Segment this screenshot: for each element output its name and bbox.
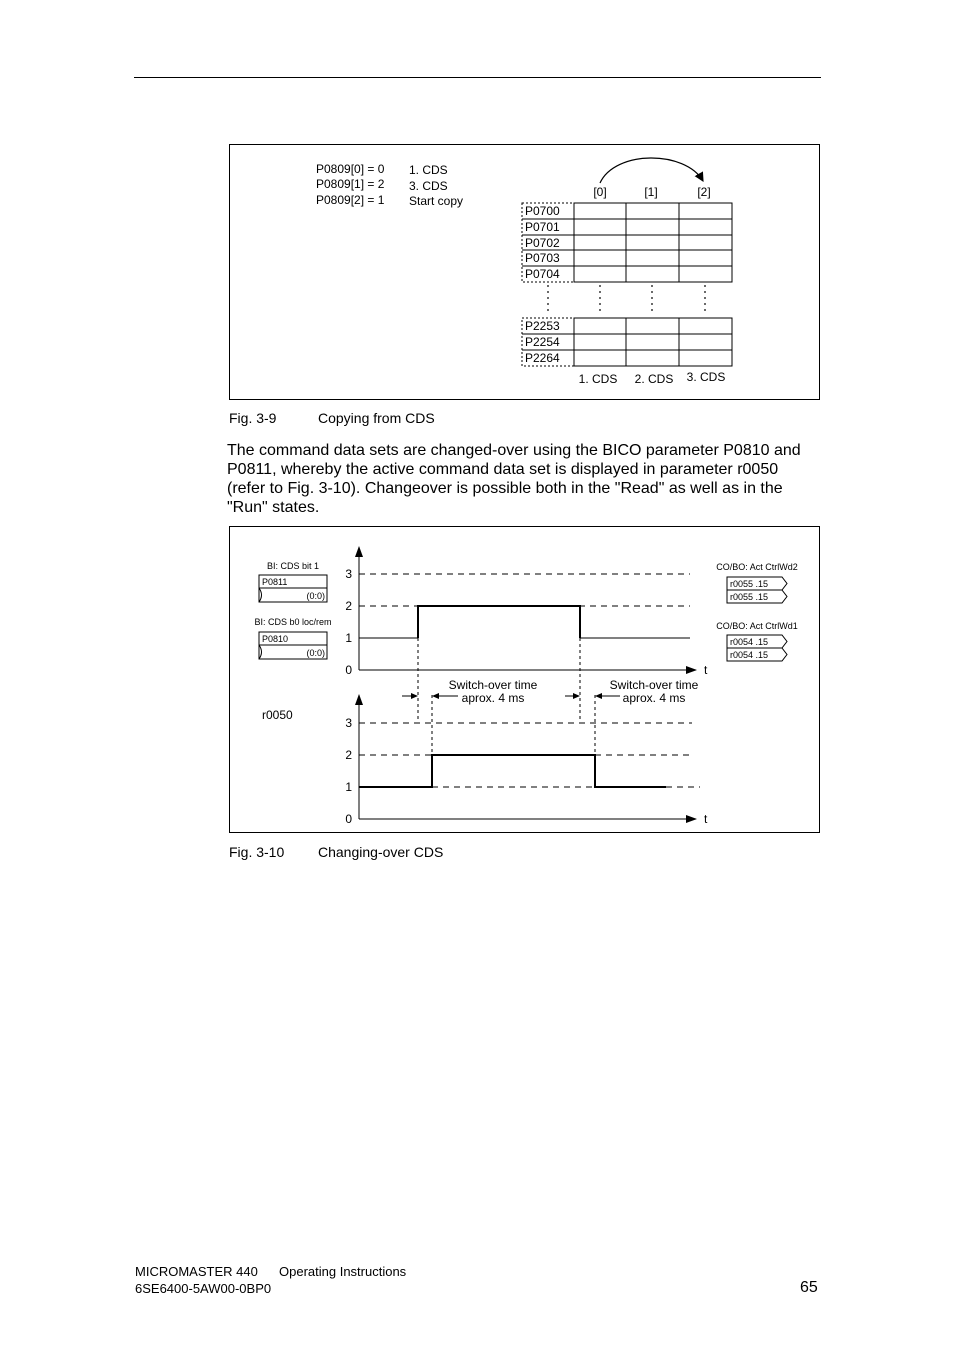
top-tick-2: 2 xyxy=(345,599,352,613)
body-paragraph xyxy=(227,441,827,517)
fig9-caption-title: Copying from CDS xyxy=(318,410,435,426)
top-tick-0: 0 xyxy=(345,663,352,677)
top-axes xyxy=(359,547,696,670)
body-line: (refer to Fig. 3-10). Changeover is possible both in the "Read" as well as in the xyxy=(227,480,783,497)
switchover-label-2: Switch-over time xyxy=(609,678,699,692)
param-p2254: P2254 xyxy=(525,335,560,349)
fig10-caption-title: Changing-over CDS xyxy=(318,844,444,860)
changeover-timing-diagram xyxy=(230,527,819,832)
column-label-3cds: 3. CDS xyxy=(686,370,726,384)
meaning-line-2: Start copy xyxy=(409,194,464,208)
fig10-caption-number: Fig. 3-10 xyxy=(229,844,285,860)
copy-cds-diagram xyxy=(230,145,819,399)
column-label-1cds: 1. CDS xyxy=(578,372,618,386)
header-rule xyxy=(134,77,821,78)
param-p0701: P0701 xyxy=(525,220,560,234)
r0055-bit-b: r0055 .15 xyxy=(730,592,769,602)
switchover-value-1: aprox. 4 ms xyxy=(461,691,525,705)
r0054-bit-a: r0054 .15 xyxy=(730,637,769,647)
footer-order-number: 6SE6400-5AW00-0BP0 xyxy=(135,1281,272,1296)
p0809-line-2: P0809[2] = 1 xyxy=(316,193,385,207)
p0811-label: P0811 xyxy=(262,577,288,587)
page-number: 65 xyxy=(800,1279,818,1296)
bottom-tick-1: 1 xyxy=(345,780,352,794)
p0809-line-1: P0809[1] = 2 xyxy=(316,177,385,191)
bi-cds-bit1-label: BI: CDS bit 1 xyxy=(266,561,320,571)
co-ctrlwd2-label: CO/BO: Act CtrlWd2 xyxy=(716,562,798,572)
param-p0704: P0704 xyxy=(525,267,560,281)
body-line: "Run" states. xyxy=(227,499,320,516)
co-ctrlwd1-label: CO/BO: Act CtrlWd1 xyxy=(716,621,798,631)
top-axis-t: t xyxy=(704,663,708,677)
table-ellipsis xyxy=(547,285,706,311)
param-p0702: P0702 xyxy=(525,236,560,250)
column-label-2cds: 2. CDS xyxy=(634,372,674,386)
index-label-2: [2] xyxy=(697,185,711,199)
bottom-axis-t: t xyxy=(704,812,708,826)
bi-cds-b0-label: BI: CDS b0 loc/rem xyxy=(254,617,332,627)
bottom-tick-2: 2 xyxy=(345,748,352,762)
bottom-tick-0: 0 xyxy=(345,812,352,826)
meaning-line-1: 3. CDS xyxy=(409,179,448,193)
p0810-label: P0810 xyxy=(262,634,289,644)
meaning-line-0: 1. CDS xyxy=(409,163,448,177)
body-line: The command data sets are changed-over using the BICO parameter P0810 and xyxy=(227,442,801,459)
figure-copy-cds xyxy=(229,144,820,400)
r0054-bit-b: r0054 .15 xyxy=(730,650,769,660)
index-label-0: [0] xyxy=(593,185,607,199)
param-p2253: P2253 xyxy=(525,319,560,333)
bottom-signal xyxy=(359,755,666,787)
param-p2264: P2264 xyxy=(525,351,560,365)
p0809-line-0: P0809[0] = 0 xyxy=(316,162,385,176)
switchover-label-1: Switch-over time xyxy=(448,678,538,692)
index-label-1: [1] xyxy=(644,185,658,199)
top-tick-3: 3 xyxy=(345,567,352,581)
footer xyxy=(135,1264,435,1304)
p0811-value: (0:0) xyxy=(306,591,325,601)
footer-product: MICROMASTER 440 xyxy=(135,1264,258,1279)
r0050-label: r0050 xyxy=(262,708,293,722)
switchover-value-2: aprox. 4 ms xyxy=(622,691,686,705)
bottom-axes xyxy=(359,695,696,819)
copy-arrow xyxy=(600,158,703,183)
top-tick-1: 1 xyxy=(345,631,352,645)
param-p0703: P0703 xyxy=(525,251,560,265)
footer-doc-type: Operating Instructions xyxy=(279,1264,407,1279)
p0810-value: (0:0) xyxy=(306,648,325,658)
r0055-bit-a: r0055 .15 xyxy=(730,579,769,589)
body-line: P0811, whereby the active command data set is displayed in parameter r0050 xyxy=(227,461,779,478)
param-p0700: P0700 xyxy=(525,204,560,218)
bottom-tick-3: 3 xyxy=(345,716,352,730)
fig9-caption-number: Fig. 3-9 xyxy=(229,410,277,426)
figure-changeover-cds xyxy=(229,526,820,833)
top-signal xyxy=(359,606,690,638)
